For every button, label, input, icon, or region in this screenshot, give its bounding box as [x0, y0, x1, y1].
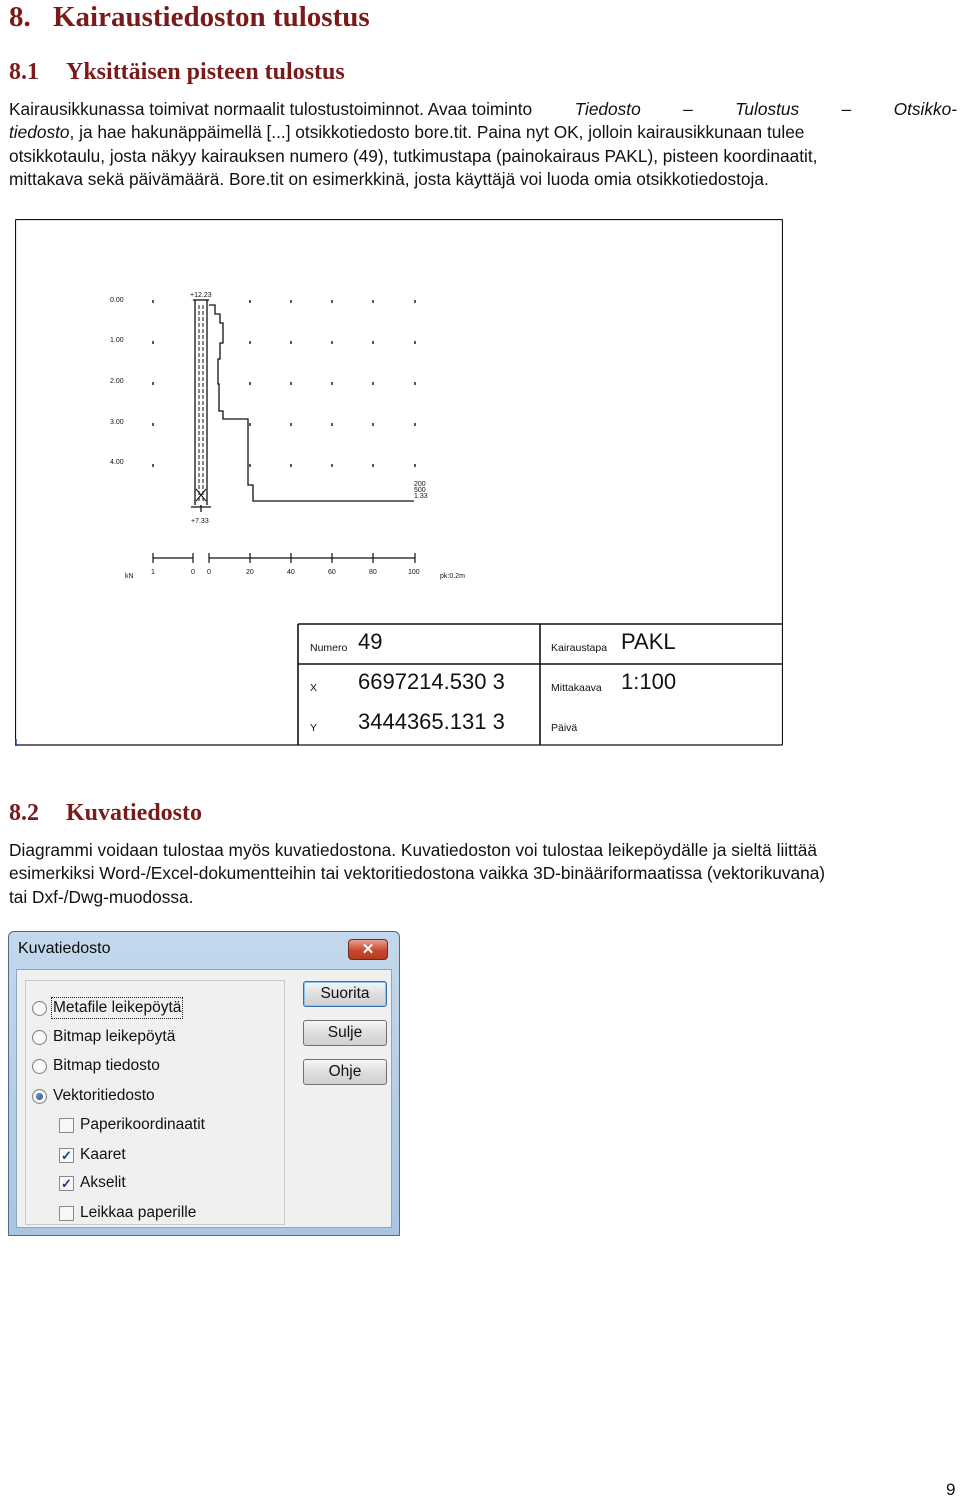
checkbox-axes[interactable] — [59, 1172, 126, 1194]
radio-icon — [32, 1001, 47, 1016]
option-label: Paperikoordinaatit — [80, 1116, 205, 1133]
menu-path-title-file-cont: tiedosto — [9, 122, 70, 143]
title-block-method-value: PAKL — [621, 629, 676, 654]
sounding-column — [191, 300, 211, 512]
axis-tick-7: 100 — [408, 569, 420, 576]
title-block-date-label: Päivä — [551, 722, 578, 734]
dialog-client-area — [16, 969, 392, 1228]
radio-metafile-clipboard[interactable] — [32, 997, 181, 1019]
close-window-button[interactable] — [348, 939, 388, 960]
axis-tick-5: 60 — [328, 569, 336, 576]
paragraph-print-instructions — [9, 98, 957, 191]
checkbox-icon — [59, 1206, 74, 1221]
title-block-x-value: 6697214.530 3 — [358, 669, 505, 694]
paragraph-line: Diagrammi voidaan tulostaa myös kuvatiedostona. Kuvatiedoston voi tulostaa leikepöydälle ja sieltä liittää — [9, 840, 818, 860]
subsection-number: 8.1 — [9, 59, 39, 85]
axis-tick-2: 0 — [207, 569, 211, 576]
radio-vector-file[interactable] — [32, 1085, 155, 1107]
option-label: Vektoritiedosto — [53, 1087, 155, 1104]
subsection-heading-8-1 — [9, 58, 345, 86]
depth-label-3: 3.00 — [110, 419, 124, 426]
output-options-group — [25, 980, 285, 1225]
depth-label-0: 0.00 — [110, 297, 124, 304]
radio-icon — [32, 1030, 47, 1045]
help-button[interactable]: Ohje — [303, 1059, 387, 1085]
paragraph-image-file — [9, 839, 957, 909]
option-label: Kaaret — [80, 1146, 126, 1163]
drawing-canvas — [15, 219, 783, 746]
resistance-profile — [209, 305, 414, 501]
title-block-y-label: Y — [310, 722, 318, 734]
top-level-label: +12.23 — [190, 292, 212, 299]
paragraph-line: mittakava sekä päivämäärä. Bore.tit on esimerkkinä, josta käyttäjä voi luoda omia otsikkotiedostoja. — [9, 168, 769, 189]
menu-path-file: Tiedosto — [574, 99, 641, 119]
checkmark-icon: ✓ — [59, 1148, 74, 1163]
text-run: – — [841, 99, 852, 119]
close-icon: ✕ — [361, 941, 375, 958]
radio-icon — [32, 1059, 47, 1074]
axis-tick-3: 20 — [246, 569, 254, 576]
subsection-number: 8.2 — [9, 800, 39, 826]
text-run: – — [683, 99, 693, 119]
image-file-dialog — [8, 931, 400, 1236]
menu-path-title-file: Otsikko- — [893, 99, 957, 119]
section-title: Kairaustiedoston tulostus — [53, 1, 370, 33]
paragraph-line: otsikkotaulu, josta näkyy kairauksen numero (49), tutkimustapa (painokairaus PAKL), pisteen koordinaatit, — [9, 145, 818, 166]
subsection-heading-8-2 — [9, 799, 202, 827]
depth-label-4: 4.00 — [110, 459, 124, 466]
run-button[interactable]: Suorita — [303, 981, 387, 1007]
axis-tick-1: 0 — [191, 569, 195, 576]
checkmark-icon: ✓ — [59, 1176, 74, 1191]
paragraph-line: esimerkiksi Word-/Excel-dokumentteihin tai vektoritiedostona vaikka 3D-binääriformaatissa (vektorikuvana) — [9, 863, 826, 884]
bottom-level-label: +7.33 — [191, 518, 209, 525]
axis-tick-4: 40 — [287, 569, 295, 576]
end-label-2: 1.33 — [414, 493, 428, 500]
subsection-title: Kuvatiedosto — [66, 800, 203, 826]
option-label: Bitmap leikepöytä — [53, 1028, 176, 1045]
menu-path-print: Tulostus — [735, 99, 800, 119]
title-block-number-label: Numero — [310, 642, 348, 654]
checkbox-paper-coordinates[interactable] — [59, 1114, 205, 1136]
sounding-drawing — [15, 219, 783, 746]
axis-unit: kN — [125, 573, 134, 580]
title-block-scale-label: Mittakaava — [551, 682, 602, 694]
axis-tick-0: 1 — [151, 569, 155, 576]
scale-axis — [153, 553, 415, 563]
checkbox-clip-to-paper[interactable] — [59, 1202, 196, 1224]
title-block-method-label: Kairaustapa — [551, 642, 608, 654]
option-label: Metafile leikepöytä — [53, 999, 182, 1016]
page-number: 9 — [946, 1480, 956, 1499]
axis-note: pk:0.2m — [440, 573, 465, 580]
radio-bitmap-file[interactable] — [32, 1055, 160, 1077]
title-block-y-value: 3444365.131 3 — [358, 709, 505, 734]
axis-tick-6: 80 — [369, 569, 377, 576]
depth-label-2: 2.00 — [110, 378, 124, 385]
paragraph-line — [9, 121, 957, 144]
option-label: Bitmap tiedosto — [53, 1057, 160, 1074]
end-label-1: 500 — [414, 487, 426, 494]
radio-selected-icon — [32, 1089, 47, 1104]
section-heading — [9, 0, 370, 34]
close-button[interactable]: Sulje — [303, 1020, 387, 1046]
paragraph-line: tai Dxf-/Dwg-muodossa. — [9, 886, 194, 907]
depth-label-1: 1.00 — [110, 337, 124, 344]
title-block-scale-value: 1:100 — [621, 669, 677, 694]
option-label: Leikkaa paperille — [80, 1204, 197, 1221]
subsection-title: Yksittäisen pisteen tulostus — [66, 59, 345, 85]
checkbox-arcs[interactable] — [59, 1144, 126, 1166]
title-block-x-label: X — [310, 682, 318, 694]
grid-ticks — [153, 300, 415, 467]
section-number: 8. — [9, 1, 31, 33]
radio-bitmap-clipboard[interactable] — [32, 1026, 175, 1048]
dialog-title: Kuvatiedosto — [18, 940, 111, 957]
title-block-number-value: 49 — [358, 629, 383, 654]
text-run: Kairausikkunassa toimivat normaalit tulostustoiminnot. Avaa toiminto — [9, 99, 533, 119]
checkbox-icon — [59, 1118, 74, 1133]
paragraph-line — [9, 98, 957, 121]
text-run: , ja hae hakunäppäimellä [...] otsikkotiedosto bore.tit. Paina nyt OK, jolloin kairausikkunaan tulee — [69, 122, 805, 143]
option-label: Akselit — [80, 1174, 126, 1191]
end-label-0: 200 — [414, 481, 426, 488]
